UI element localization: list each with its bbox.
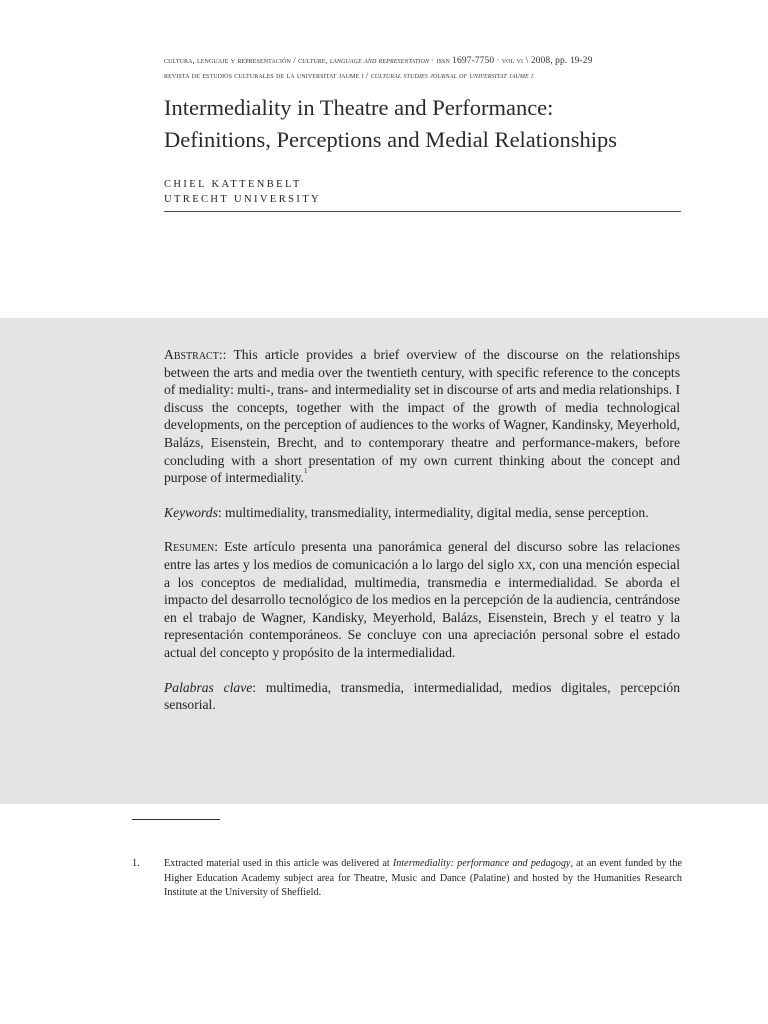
abstract-label-colon: : (222, 347, 227, 362)
volume: · vol vi (494, 55, 524, 65)
author-block (164, 177, 321, 207)
keywords-label: Keywords (164, 504, 218, 520)
author-affiliation: UTRECHT UNIVERSITY (164, 194, 322, 205)
issn-label: · issn (429, 55, 453, 65)
resumen-text-a: : Este artículo presenta una panorámica general del discurso sobre las relaciones entre las artes y los medios de comunicación a lo largo del siglo (164, 539, 680, 572)
footnote-reference[interactable]: 1 (303, 467, 308, 476)
abstract-paragraph (164, 346, 680, 487)
separator: / (363, 70, 371, 80)
article-title (164, 92, 704, 156)
footnote-number: 1. (132, 858, 140, 869)
abstract-text: This article provides a brief overview of the discourse on the relationships between the arts and media over the twentieth century, with specific reference to the concepts of mediality: multi-, trans- and intermediality set in discourse of arts and media relationships. I discuss the concepts, together with the impact of the growth of media technological developments, on the perception of audiences to the works of Wagner, Kandinsky, Meyerhold, Balázs, Eisenstein, Brecht, and to contemporary theatre and performance-makers, before concluding with a short presentation of my own current thinking about the concept and purpose of intermediality. (164, 347, 680, 486)
separator: / (290, 55, 298, 65)
footnote-text (164, 857, 682, 901)
revista-title-en: cultural studies journal of universitat jaume i (370, 70, 534, 80)
abstract-label: Abstract: (164, 347, 223, 362)
footnote-text-a: Extracted material used in this article was delivered at (164, 858, 393, 869)
footnote (132, 857, 682, 901)
resumen-paragraph (164, 538, 680, 661)
revista-title-es: revista de estudios culturales de la universitat jaume i (164, 70, 364, 80)
resumen-century: xx (517, 556, 533, 572)
journal-header (164, 53, 684, 82)
abstract-content (164, 346, 680, 731)
abstract-panel (0, 318, 768, 804)
year-pages: \ 2008, pp. 19-29 (523, 56, 593, 66)
footnote-italic: Intermediality: performance and pedagogy (392, 858, 571, 869)
title-line-2: Definitions, Perceptions and Medial Relationships (164, 127, 618, 152)
journal-title-es: cultura, lenguaje y representación (164, 55, 291, 65)
header-divider (164, 211, 681, 212)
keywords-paragraph (164, 504, 680, 522)
footnote-divider (132, 819, 220, 820)
palabras-label: Palabras clave (164, 679, 253, 695)
issn-number: 1697-7750 (452, 56, 495, 66)
palabras-paragraph (164, 679, 680, 714)
footnote-text-b: , at an event funded by the Higher Education Academy subject area for Theatre, Music and Dance (Palatine) and hosted by the Humanities Research Institute at the University of Sheffield. (164, 858, 682, 899)
palabras-text: : multimedia, transmedia, intermedialidad, medios digitales, percepción sensorial. (164, 679, 680, 713)
resumen-text-b: , con una mención especial a los conceptos de medialidad, multimedia, transmedia e intermedialidad. Se aborda el impacto del desarrollo tecnológico de los medios en la percepción de la audiencia, centrándose en el trabajo de Wagner, Kandisky, Meyerhold, Balázs, Eisenstein, Brech y el teatro y la representación contemporáneos. Se concluye con una apreciación personal sobre el estado actual del concepto y propósito de la intermedialidad. (164, 556, 680, 660)
author-name: CHIEL KATTENBELT (164, 179, 302, 190)
keywords-text: : multimediality, transmediality, intermediality, digital media, sense perception. (217, 504, 649, 520)
journal-line-2 (164, 68, 684, 82)
journal-line-1 (164, 53, 684, 68)
journal-title-en: culture, language and representation (297, 55, 430, 65)
resumen-label: Resumen (164, 539, 215, 555)
title-line-1: Intermediality in Theatre and Performance: (164, 95, 554, 120)
